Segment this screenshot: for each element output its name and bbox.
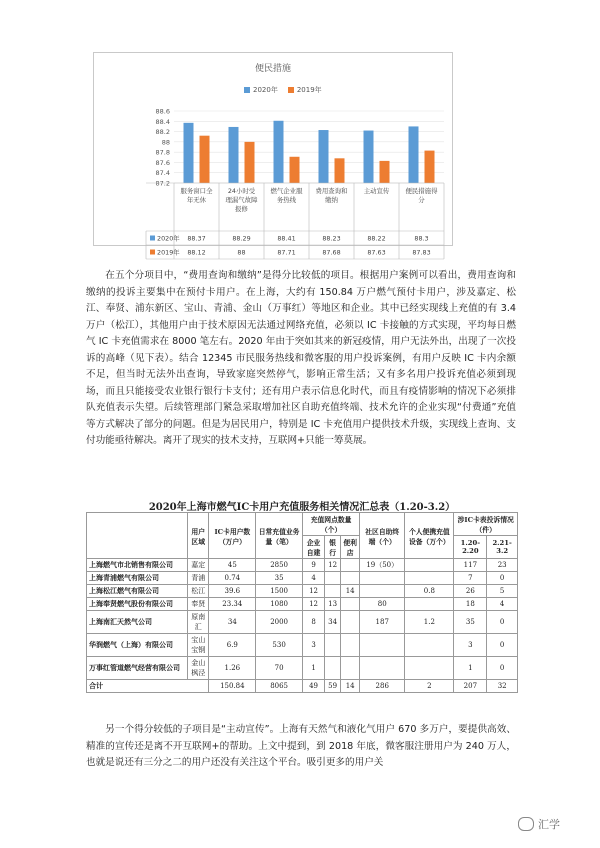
- bar-2019年-4: [380, 161, 390, 183]
- data-table-value: 88.41: [277, 234, 296, 243]
- table-cell: 4: [302, 572, 324, 585]
- table-cell: 上海燃气市北销售有限公司: [87, 559, 188, 572]
- table-cell: 1080: [256, 598, 303, 611]
- th-p1: 1.20-2.20: [454, 536, 487, 559]
- data-table-value: 88.37: [187, 234, 206, 243]
- table-cell: 0: [487, 611, 518, 634]
- bar-2020年-5: [409, 126, 419, 183]
- table-cell: 34: [325, 611, 341, 634]
- table-cell: 上海青浦燃气有限公司: [87, 572, 188, 585]
- table-cell: [325, 634, 341, 657]
- table-cell: 5: [487, 585, 518, 598]
- table-cell: 9: [302, 559, 324, 572]
- table-cell: 286: [360, 680, 405, 693]
- table-cell: 14: [341, 585, 360, 598]
- bar-2019年-1: [245, 142, 255, 183]
- x-category-label: 费用查询和缴纳: [315, 187, 348, 204]
- table-cell: 18: [454, 598, 487, 611]
- table-cell: [341, 634, 360, 657]
- y-tick-label: 88.6: [155, 107, 170, 116]
- table-row: [87, 572, 518, 585]
- th-store: 便利店: [341, 536, 360, 559]
- table-cell: 华润燃气（上海）有限公司: [87, 634, 188, 657]
- table-cell: 金山枫泾: [188, 657, 209, 680]
- bar-2019年-0: [200, 136, 210, 183]
- table-cell: 39.6: [209, 585, 256, 598]
- table-row: [87, 657, 518, 680]
- table-cell: 1.26: [209, 657, 256, 680]
- bar-2019年-2: [290, 157, 300, 183]
- legend-label-2019: 2019年: [296, 86, 322, 94]
- watermark-text: 汇学: [538, 818, 560, 831]
- th-bank: 银行: [325, 536, 341, 559]
- th-outlets: 充值网点数量（个）: [302, 513, 359, 536]
- table-cell: 34: [209, 611, 256, 634]
- bar-2020年-3: [319, 130, 329, 183]
- table-cell: [325, 657, 341, 680]
- data-table-value: 88.12: [187, 248, 206, 257]
- table-cell: [405, 559, 454, 572]
- table-cell: [360, 585, 405, 598]
- chart-title: 便民措施: [254, 64, 291, 74]
- paragraph-1: 在五个分项目中，“费用查询和缴纳”是得分比较低的项目。根据用户案例可以看出，费用查询和缴纳的投诉主要集中在预付卡用户。在上海，大约有 150.84 万户燃气预付卡用户，涉及嘉定、松江、奉贤、浦东新区、宝山、青浦、金山（万事红）等地区和企业。其中已经实现线上充值的有 3.4 万户（松江），其他用户由于技术原因无法通过网络充值，必须以 IC 卡接触的方式实现，平均每日燃气 IC 卡充值需求在 8000 笔左右。2020 年由于突如其来的新冠疫情，用户无法外出，出现了一次投诉的高峰（见下表）。结合 12345 市民服务热线和微客服的用户投诉案例，有用户反映 IC 卡内余额不足，但当时无法外出查询，导致家庭突然停气，影响正常生活；又有多名用户投诉充值必须到现场，而且只能接受农业银行银行卡支付；还有用户表示信息化时代，而且有疫情影响的情况下必须排队充值表示失望。后续管理部门紧急采取增加社区自助充值终端、技术允许的企业实现“付费通”充值等方式解决了部分的问题。但是为居民用户，特别是 IC 卡充值用户提供技术升级，实现线上查询、支付功能亟待解决。离开了现实的技术支持，互联网+只能一筹莫展。: [86, 270, 516, 446]
- table-cell: 23.34: [209, 598, 256, 611]
- table-cell: [360, 657, 405, 680]
- table-cell: 207: [454, 680, 487, 693]
- table-cell: 上海南汇天然气公司: [87, 611, 188, 634]
- table-cell: 青浦: [188, 572, 209, 585]
- table-title-wrap: [86, 487, 518, 513]
- bar-chart: [94, 53, 452, 257]
- watermark: [518, 816, 560, 832]
- table-cell: [405, 572, 454, 585]
- table-cell: [405, 598, 454, 611]
- table-cell: 8: [302, 611, 324, 634]
- table-cell: 49: [302, 680, 324, 693]
- y-tick-label: 88: [161, 138, 170, 147]
- x-category-label: 24小时受理漏气故障报修: [225, 187, 258, 213]
- table-cell: 7: [454, 572, 487, 585]
- table-cell: [325, 585, 341, 598]
- x-category-label: 主动宣传: [363, 187, 390, 195]
- table-cell: 0: [487, 657, 518, 680]
- table-cell: 150.84: [209, 680, 256, 693]
- bar-2020年-0: [184, 123, 194, 183]
- table-cell: [360, 572, 405, 585]
- table-cell: 松江: [188, 585, 209, 598]
- table-cell: 35: [454, 611, 487, 634]
- th-region: 用户区域: [188, 513, 209, 559]
- table-cell: [405, 657, 454, 680]
- table-cell: 2000: [256, 611, 303, 634]
- bar-2019年-3: [335, 158, 345, 183]
- table-row: [87, 585, 518, 598]
- table-cell: 0: [487, 634, 518, 657]
- data-table-value: 88: [237, 248, 246, 257]
- table-row: [87, 559, 518, 572]
- table-cell: 19（50）: [360, 559, 405, 572]
- table-cell: 嘉定: [188, 559, 209, 572]
- table-cell: 187: [360, 611, 405, 634]
- table-cell: 530: [256, 634, 303, 657]
- bar-2020年-2: [274, 121, 284, 183]
- th-p2: 2.21-3.2: [487, 536, 518, 559]
- summary-table: [86, 512, 518, 693]
- table-cell: 12: [302, 598, 324, 611]
- th-community: 社区自助终端（个）: [360, 513, 405, 559]
- table-cell: 8065: [256, 680, 303, 693]
- data-table-swatch: [150, 250, 155, 255]
- table-row: [87, 611, 518, 634]
- table-cell: 0.8: [405, 585, 454, 598]
- x-category-label: 便民措施得分: [405, 187, 438, 204]
- data-table-value: 87.68: [322, 248, 341, 257]
- table-cell: [341, 559, 360, 572]
- table-cell: 70: [256, 657, 303, 680]
- table-cell: [341, 611, 360, 634]
- table-row: [87, 634, 518, 657]
- table-cell: 59: [325, 680, 341, 693]
- y-tick-label: 88.4: [155, 117, 170, 126]
- table-cell: 2: [405, 680, 454, 693]
- x-category-label: 服务窗口全年无休: [180, 187, 213, 204]
- paragraph-2: 另一个得分较低的子项目是“主动宣传”。上海有天然气和液化气用户 670 多万户，要提供高效、精准的宣传还是离不开互联网+的帮助。上文中提到，到 2018 年底，微客服注册用户为 240 万人，也就是说还有三分之二的用户还没有关注这个平台。吸引更多的用户关: [86, 724, 516, 768]
- data-table-value: 87.83: [412, 248, 431, 257]
- data-table-value: 88.3: [414, 234, 429, 243]
- th-users: IC卡用户数（万户）: [209, 513, 256, 559]
- th-self: 企业自建: [302, 536, 324, 559]
- bar-2020年-1: [229, 127, 239, 183]
- table-cell: 12: [325, 559, 341, 572]
- table-cell: 原南汇: [188, 611, 209, 634]
- table-cell: 1: [302, 657, 324, 680]
- table-row: [87, 598, 518, 611]
- table-cell: 13: [325, 598, 341, 611]
- data-table-swatch: [150, 236, 155, 241]
- table-cell: [341, 572, 360, 585]
- table-cell: 万事红管道燃气经营有限公司: [87, 657, 188, 680]
- table-cell: 合计: [87, 680, 209, 693]
- table-cell: 26: [454, 585, 487, 598]
- table-cell: 0: [487, 572, 518, 585]
- data-table-value: 87.71: [277, 248, 296, 257]
- table-cell: [325, 572, 341, 585]
- table-cell: 14: [341, 680, 360, 693]
- y-tick-label: 87.2: [155, 179, 170, 188]
- data-table-series-label: 2019年: [157, 248, 180, 257]
- table-cell: [405, 634, 454, 657]
- y-tick-label: 87.8: [155, 148, 170, 157]
- table-cell: 3: [454, 634, 487, 657]
- table-cell: 35: [256, 572, 303, 585]
- table-cell: 上海奉贤燃气股份有限公司: [87, 598, 188, 611]
- table-cell: 117: [454, 559, 487, 572]
- table-cell: 23: [487, 559, 518, 572]
- table-cell: 1: [454, 657, 487, 680]
- wechat-icon: [518, 817, 534, 831]
- data-table-value: 88.22: [367, 234, 386, 243]
- data-table-value: 88.29: [232, 234, 251, 243]
- table-cell: 2850: [256, 559, 303, 572]
- table-cell: 3: [302, 634, 324, 657]
- x-category-label: 燃气企业服务热线: [270, 187, 303, 204]
- table-cell: 宝山宝钢: [188, 634, 209, 657]
- table-title: 2020年上海市燃气IC卡用户充值服务相关情况汇总表（1.20-3.2）: [148, 502, 456, 513]
- table-cell: 奉贤: [188, 598, 209, 611]
- table-cell: 45: [209, 559, 256, 572]
- table-cell: 4: [487, 598, 518, 611]
- bar-2020年-4: [364, 131, 374, 183]
- y-tick-label: 87.4: [155, 169, 170, 178]
- data-table-value: 88.23: [322, 234, 341, 243]
- table-cell: 80: [360, 598, 405, 611]
- table-cell: [341, 598, 360, 611]
- table-cell: 1500: [256, 585, 303, 598]
- table-cell: 上海松江燃气有限公司: [87, 585, 188, 598]
- table-cell: 12: [302, 585, 324, 598]
- table-cell: 0.74: [209, 572, 256, 585]
- bar-2019年-5: [425, 151, 435, 183]
- y-tick-label: 88.2: [155, 128, 170, 137]
- table-cell: [360, 634, 405, 657]
- th-complaints: 涉IC卡表投诉情况（件）: [454, 513, 518, 536]
- table-cell: 1.2: [405, 611, 454, 634]
- data-table-series-label: 2020年: [157, 234, 180, 243]
- table-total-row: [87, 680, 518, 693]
- data-table-value: 87.63: [367, 248, 386, 257]
- y-tick-label: 87.6: [155, 158, 170, 167]
- chart-container: [93, 52, 453, 257]
- th-personal: 个人便携充值设备（万个）: [405, 513, 454, 559]
- table-cell: 6.9: [209, 634, 256, 657]
- table-cell: [341, 657, 360, 680]
- th-business: 日常充值业务量（笔）: [256, 513, 303, 559]
- legend-label-2020: 2020年: [253, 86, 278, 94]
- table-cell: 32: [487, 680, 518, 693]
